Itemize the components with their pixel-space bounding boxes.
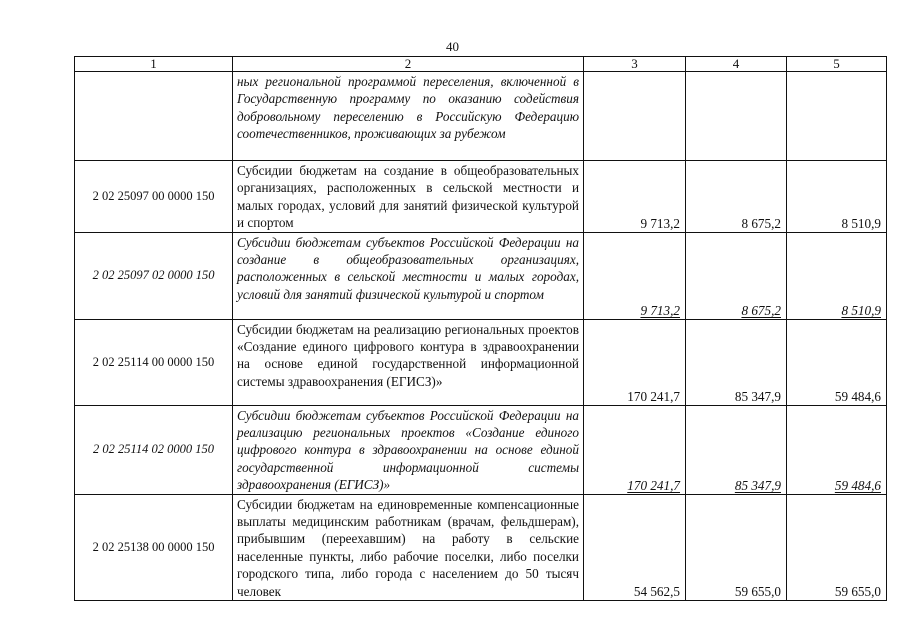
value-col3: 9 713,2 — [584, 232, 686, 319]
budget-code — [75, 72, 233, 161]
value-col3: 170 241,7 — [584, 405, 686, 494]
budget-code: 2 02 25097 02 0000 150 — [75, 232, 233, 319]
table-row — [75, 405, 887, 494]
value-col4 — [686, 72, 787, 161]
budget-code: 2 02 25097 00 0000 150 — [75, 161, 233, 233]
row-description: Субсидии бюджетам на реализацию региональных проектов «Создание единого цифрового контура в здравоохранении на основе единой государственной информационной системы здравоохранения (ЕГИСЗ)» — [233, 319, 584, 405]
table-row — [75, 319, 887, 405]
value-col5: 59 484,6 — [787, 405, 887, 494]
column-header: 3 — [584, 57, 686, 72]
row-description: ных региональной программой переселения, включенной в Государственную программу по оказанию содействия добровольному переселению в Российскую Федерацию соотечественников, проживающих за рубежом — [233, 72, 584, 161]
row-description: Субсидии бюджетам на создание в общеобразовательных организациях, расположенных в сельской местности и малых городах, условий для занятий физической культурой и спортом — [233, 161, 584, 233]
value-col3: 9 713,2 — [584, 161, 686, 233]
column-header: 2 — [233, 57, 584, 72]
value-col5 — [787, 72, 887, 161]
column-header: 5 — [787, 57, 887, 72]
row-description: Субсидии бюджетам на единовременные компенсационные выплаты медицинским работникам (врачам, фельдшерам), прибывшим (переехавшим) на работу в сельские населенные пункты, либо рабочие поселки, либо поселки городского типа, либо города с населением до 50 тысяч человек — [233, 494, 584, 600]
budget-table — [74, 56, 887, 601]
table-row — [75, 232, 887, 319]
value-col4: 85 347,9 — [686, 405, 787, 494]
row-description: Субсидии бюджетам субъектов Российской Федерации на создание в общеобразовательных организациях, расположенных в сельской местности и малых городах, условий для занятий физической культурой и спортом — [233, 232, 584, 319]
value-col3: 170 241,7 — [584, 319, 686, 405]
value-col4: 8 675,2 — [686, 232, 787, 319]
value-col4: 85 347,9 — [686, 319, 787, 405]
value-col5: 59 655,0 — [787, 494, 887, 600]
column-header: 4 — [686, 57, 787, 72]
budget-code: 2 02 25138 00 0000 150 — [75, 494, 233, 600]
budget-code: 2 02 25114 02 0000 150 — [75, 405, 233, 494]
table-row — [75, 494, 887, 600]
table-row — [75, 161, 887, 233]
row-description: Субсидии бюджетам субъектов Российской Федерации на реализацию региональных проектов «Создание единого цифрового контура в здравоохранении на основе единой государственной информационной системы здравоохранения (ЕГИСЗ)» — [233, 405, 584, 494]
value-col4: 8 675,2 — [686, 161, 787, 233]
column-header: 1 — [75, 57, 233, 72]
column-number-row — [75, 57, 887, 72]
table-row — [75, 72, 887, 161]
value-col3 — [584, 72, 686, 161]
value-col5: 8 510,9 — [787, 232, 887, 319]
value-col5: 8 510,9 — [787, 161, 887, 233]
value-col5: 59 484,6 — [787, 319, 887, 405]
value-col4: 59 655,0 — [686, 494, 787, 600]
value-col3: 54 562,5 — [584, 494, 686, 600]
page-number: 40 — [446, 39, 459, 54]
budget-code: 2 02 25114 00 0000 150 — [75, 319, 233, 405]
